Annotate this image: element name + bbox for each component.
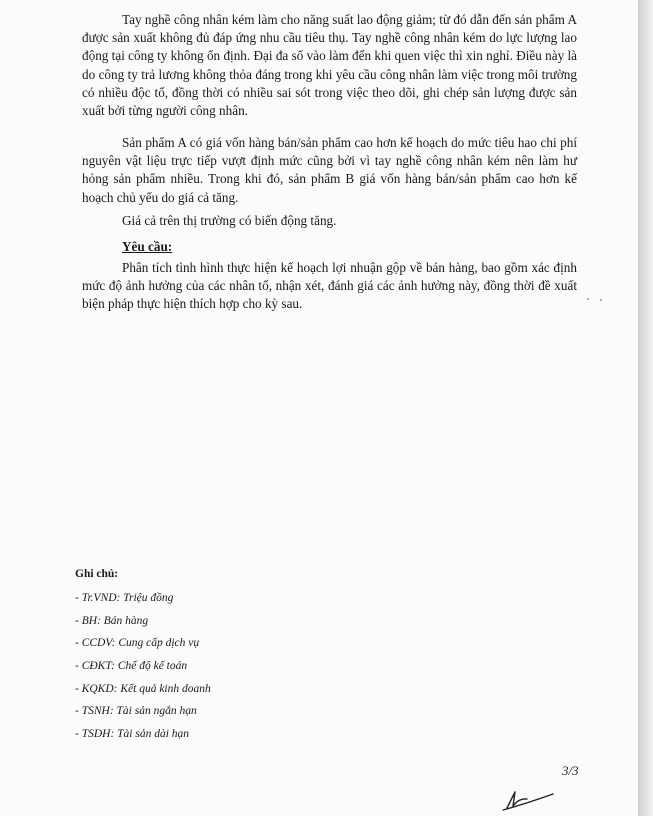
handwritten-signature xyxy=(497,772,567,812)
paragraph-market-price: Giá cả trên thị trường có biến động tăng. xyxy=(122,213,337,228)
handwritten-page-number xyxy=(560,763,596,795)
note-item: - BH: Bán hàng xyxy=(75,614,149,627)
scan-speck-marks xyxy=(586,296,604,302)
paragraph-product-cost: Sản phẩm A có giá vốn hàng bán/sản phẩm cao hơn kế hoạch do mức tiêu hao chi phí nguyên vật liệu trực tiếp vượt định mức cũng bởi vì tay nghề công nhân kém nên làm hư hỏng sản phẩm nhiều. Trong khi đó, sản phẩm B giá vốn hàng bán/sản phẩm cao hơn kế hoạch chủ yếu do giá cả tăng. xyxy=(82,135,577,205)
paragraph-workforce-skill: Tay nghề công nhân kém làm cho năng suất lao động giảm; từ đó dẫn đến sản phẩm A được sản xuất không đủ đáp ứng nhu cầu tiêu thụ. Tay nghề công nhân kém do lực lượng lao động tại công ty không ổn định. Đại đa số vào làm đến khi quen việc thì xin nghỉ. Điều này là do công ty trả lương không thỏa đáng trong khi yêu cầu công nhân làm việc trong môi trường có nhiều độc tố, đồng thời có nhiều sai sót trong việc theo dõi, ghi chép sản lượng được sản xuất bởi từng người công nhân. xyxy=(82,12,577,119)
note-item: - KQKD: Kết quả kinh doanh xyxy=(75,682,211,695)
notes-title: Ghi chú: xyxy=(75,568,119,580)
note-item: - CĐKT: Chế độ kế toán xyxy=(75,660,188,673)
note-item: - CCDV: Cung cấp dịch vụ xyxy=(75,637,200,650)
scan-edge-shadow xyxy=(638,0,653,816)
requirement-heading: Yêu cầu: xyxy=(122,239,173,254)
note-item: - TSDH: Tài sản dài hạn xyxy=(75,728,190,741)
note-item: - Tr.VND: Triệu đồng xyxy=(75,592,174,604)
page-number-text: 3/3 xyxy=(562,763,579,778)
notes-section xyxy=(75,568,211,750)
paragraph-requirement: Phân tích tình hình thực hiện kế hoạch lợi nhuận gộp về bán hàng, bao gồm xác định mức độ ảnh hưởng của các nhân tố, nhận xét, đánh giá các ảnh hưởng này, đồng thời đề xuất biện pháp thực hiện thích hợp cho kỳ sau. xyxy=(82,260,577,312)
note-item: - TSNH: Tài sản ngắn hạn xyxy=(75,705,197,718)
